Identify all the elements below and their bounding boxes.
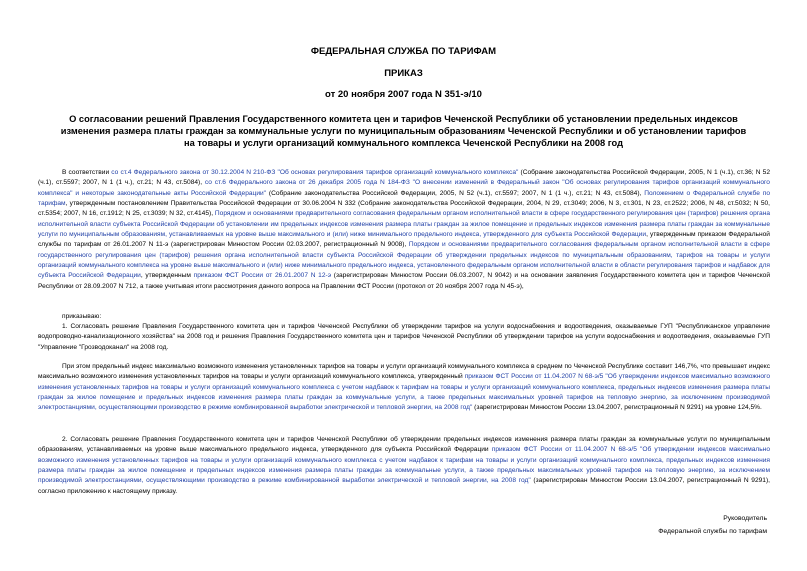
order-word: приказываю: — [62, 313, 102, 320]
preamble-link[interactable]: Положением о Федеральной службе по тарифам — [38, 189, 771, 208]
preamble-link[interactable]: со ст.6 Федерального закона от 26 декабря 2005 года N 184-ФЗ "О внесении изменений в Федеральный закон "Об основах регулирования тарифов организаций коммунального комплекса" и некоторые законодательные акты Российской Федерации" — [38, 179, 770, 197]
item-2-text — [38, 436, 770, 495]
preamble-text-run: , утвержденным постановлением Правительства Российской Федерации от 30.06.2004 N 332 (Собрание законодательства Российской Федерации, 2004, N 29, ст.3049; 2006, N 3, ст.301, N 23, ст.2522; 2006, N 48, ст.5032; N 50, ст.5354; 2007, N 16, ст.1912; N 25, ст.3039; N 32, ст.4145), — [38, 200, 770, 218]
doc-type: ПРИКАЗ — [384, 68, 423, 79]
preamble-link[interactable]: Порядком и основаниями предварительного согласования федеральным органом исполнительной власти в сфере государственного регулирования цен (тарифов) решения органа исполнительной власти субъекта Российской Федерации об утверждении предельных индексов по муниципальным образованиям, тарифов на товары и услуги организаций коммунального комплекса на уровне выше максимального и (или) ниже минимального предельного индекса, установленного федеральным органом исполнительной власти в области регулирования тарифов и надбавок для субъекта Российской Федерации — [38, 241, 771, 280]
preamble-text-run: (Собрание законодательства Российской Федерации, 2005, N 1 (ч.1), ст.36; N 52 (ч.1), ст.5597; 2007, N 1 (1 ч.), ст.21; N 43, ст.5084), — [38, 169, 770, 187]
agency-name: ФЕДЕРАЛЬНАЯ СЛУЖБА ПО ТАРИФАМ — [310, 46, 497, 57]
item2-text-run: 2. Согласовать решение Правления Государственного комитета цен и тарифов Чеченской Республики об утверждении предельных индексов изменения размера платы граждан за коммунальные услуги по муниципальным образованиям, устанавливаемых на уровне выше максимального предельного индекса, утвержденного для субъекта Российской Федерации — [38, 436, 770, 454]
preamble-text-run: , утвержденным приказом Федеральной службы по тарифам от 26.01.2007 N 11-э (зарегистрирован Минюстом России 02.03.2007, регистрационный N 9008), — [38, 231, 770, 249]
signature-line-1: Руководитель — [723, 515, 767, 522]
item2-text-run: (зарегистрирован Минюстом России 13.04.2007, регистрационный N 9291), согласно приложению к настоящему приказу. — [38, 477, 771, 495]
preamble-text-run: , утвержденным — [140, 272, 194, 280]
preamble-text — [38, 169, 770, 290]
preamble-link[interactable]: со ст.4 Федерального закона от 30.12.2004 N 210-ФЗ "Об основах регулирования тарифов организаций коммунального комплекса" — [111, 169, 519, 176]
signature-block — [658, 512, 767, 538]
paragraph-2-text — [38, 363, 770, 411]
preamble-text-run: (зарегистрирован Минюстом России 06.03.2007, N 9042) и на основании заявления Государственного комитета цен и тарифов Чеченской Республики от 28.09.2007 N 712, а также учитывая итоги рассмотрения данного вопроса на Правлении ФСТ России (протокол от 20 ноября 2007 года N 45-э), — [38, 272, 771, 290]
item-1-paragraph — [38, 322, 770, 353]
para2-text-run: (зарегистрирован Минюстом России 13.04.2007, регистрационный N 9291) на уровне 124,5%. — [472, 404, 762, 412]
doc-title: О согласовании решений Правления Государственного комитета цен и тарифов Чеченской Республики об установлении предельных индексов изменения размера платы граждан за коммунальные услуги по муниципальным образованиям Чеченской Республики и об установлении тарифов на товары и услуги организаций коммунального комплекса Чеченской Республики на 2008 год — [60, 114, 747, 148]
doc-date-number: от 20 ноября 2007 года N 351-э/10 — [325, 89, 482, 100]
para2-text-run: При этом предельный индекс максимально возможного изменения установленных тарифов на товары и услуги организаций коммунального комплекса в среднем по Чеченской Республике составит 146,7%, что превышает индекс максимально возможного изменения установленных тарифов на товары и услуги организаций коммунального комплекса, утвержденный — [38, 363, 770, 381]
signature-line-2: Федеральной службы по тарифам — [658, 528, 767, 535]
paragraph-2 — [38, 362, 770, 414]
preamble-paragraph — [38, 168, 770, 292]
item1-text-run: 1. Согласовать решение Правления Государственного комитета цен и тарифов Чеченской Республики об утверждении тарифов на услуги водоснабжения и водоотведения, оказываемые ГУП "Республиканское управление водопроводно-канализационного хозяйства" на 2008 год и решения Правления Государственного комитета цен и тарифов Чеченской Республики об утверждении тарифов на услуги водоснабжения и водоотведения, оказываемые ГУП "Управление "Грозводоканал" на 2008 год. — [38, 323, 770, 351]
item2-link[interactable]: приказом ФСТ России от 11.04.2007 N 68-э/5 "Об утверждении индексов максимально возможного изменения установленных тарифов на товары и услуги организаций коммунального комплекса с учетом надбавок к тарифам на товары и услуги организаций коммунального комплекса, предельных индексов изменения размера платы граждан за жилое помещение и предельных индексов изменения размера платы граждан за коммунальные услуги, а также предельных максимальных уровней тарифов на тепловую энергию, за исключением производимой электростанциями, осуществляющими производство в режиме комбинированной выработки электрической и тепловой энергии, на 2008 год" — [38, 446, 770, 485]
item-1-text — [38, 323, 770, 351]
preamble-text-run: (Собрание законодательства Российской Федерации, 2005, N 52 (ч.1), ст.5597; 2007, N 1 (1 ч.), ст.21; N 43, ст.5084), — [266, 189, 645, 197]
preamble-link[interactable]: приказом ФСТ России от 26.01.2007 N 12-э — [193, 272, 332, 280]
preamble-link[interactable]: Порядком и основаниями предварительного согласования федеральным органом исполнительной власти в сфере государственного регулирования цен (тарифов) решения органа исполнительной власти субъекта Российской Федерации об установлении им предельных индексов изменения размера платы граждан за жилое помещение и предельных индексов изменения размера платы граждан за коммунальные услуги по муниципальным образованиям, устанавливаемых на уровне выше максимального и (или) ниже минимального предельного индекса, утвержденного для субъекта Российской Федерации — [38, 210, 770, 239]
item-2-paragraph — [38, 435, 770, 497]
para2-link[interactable]: приказом ФСТ России от 11.04.2007 N 68-э/5 "Об утверждении индексов максимально возможного изменения установленных тарифов на товары и услуги организаций коммунального комплекса с учетом надбавок к тарифам на товары и услуги организаций коммунального комплекса, предельных индексов изменения размера платы граждан за жилое помещение и предельных индексов изменения размера платы граждан за коммунальные услуги, а также предельных максимальных уровней тарифов на тепловую энергию, за исключением производимой электростанциями, осуществляющими производство в режиме комбинированной выработки электрической и тепловой энергии, на 2008 год" — [38, 373, 770, 412]
preamble-text-run: В соответствии — [62, 169, 112, 176]
